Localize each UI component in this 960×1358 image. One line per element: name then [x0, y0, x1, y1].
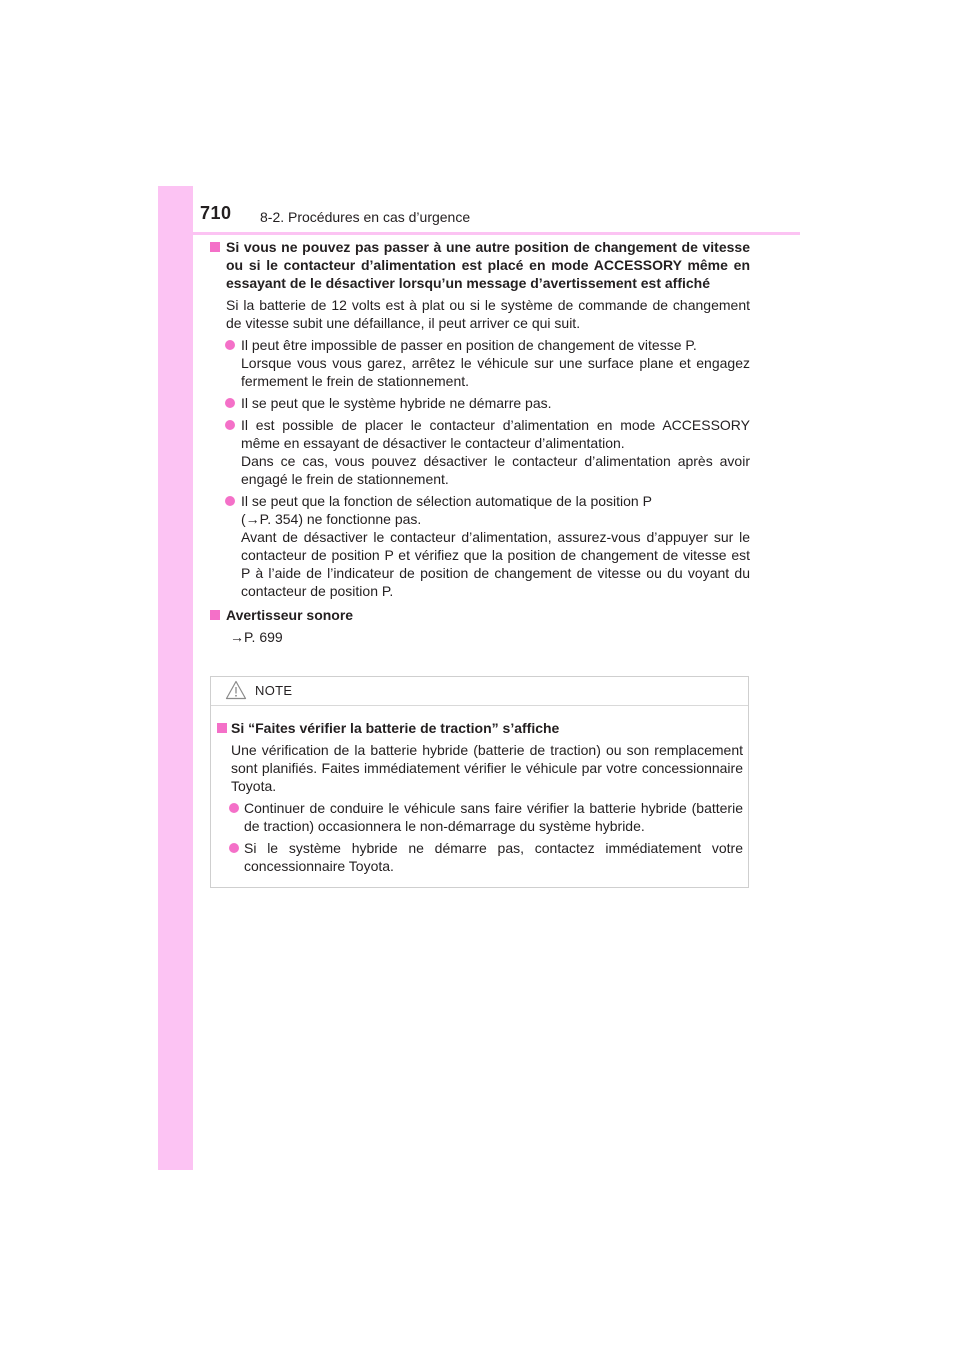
section-heading-horn: Avertisseur sonore [210, 606, 750, 624]
note-heading: Si “Faites vérifier la batterie de traction” s’affiche [217, 719, 743, 737]
page-header [200, 203, 800, 233]
square-bullet-icon [210, 610, 220, 620]
page-reference-link[interactable]: (→P. 354) ne fonctionne pas. [241, 511, 422, 527]
list-item: Il se peut que le système hybride ne démarre pas. [210, 394, 750, 412]
list-item: Il se peut que la fonction de sélection automatique de la position P (→P. 354) ne fonctionne pas. Avant de désactiver le contacteur d’alimentation, assurez-vous d’appuyer sur le contacteur de position P et vérifiez que la position de changement de vitesse est P à l’aide de l’indicateur de position de changement de vitesse ou du voyant du contacteur de position P. [210, 492, 750, 600]
side-tab-band [158, 186, 193, 1170]
header-rule [193, 232, 800, 235]
warning-triangle-icon [225, 680, 247, 700]
note-box [210, 676, 749, 888]
circle-bullet-icon [225, 496, 235, 506]
circle-bullet-icon [225, 340, 235, 350]
page-number: 710 [200, 203, 232, 223]
note-header [211, 677, 748, 706]
note-title: NOTE [255, 683, 293, 698]
list-item: Il est possible de placer le contacteur d’alimentation en mode ACCESSORY même en essayant de désactiver le contacteur d’alimentation. Dans ce cas, vous pouvez désactiver le contacteur d’alimentation après avoir engagé le frein de stationnement. [210, 416, 750, 488]
section-title: 8-2. Procédures en cas d’urgence [260, 209, 471, 225]
main-content [210, 238, 750, 646]
circle-bullet-icon [225, 398, 235, 408]
square-bullet-icon [217, 723, 227, 733]
circle-bullet-icon [225, 420, 235, 430]
note-intro: Une vérification de la batterie hybride (batterie de traction) ou son remplacement sont planifiés. Faites immédiatement vérifier le véhicule par votre concessionnaire Toyota. [231, 742, 743, 794]
square-bullet-icon [210, 242, 220, 252]
page-reference-link[interactable]: →P. 699 [230, 629, 283, 645]
note-body [217, 719, 743, 875]
list-item: Si le système hybride ne démarre pas, contactez immédiatement votre concessionnaire Toyota. [217, 839, 743, 875]
list-item: Continuer de conduire le véhicule sans faire vérifier la batterie hybride (batterie de traction) occasionnera le non-démarrage du système hybride. [217, 799, 743, 835]
circle-bullet-icon [229, 843, 239, 853]
list-item: Il peut être impossible de passer en position de changement de vitesse P. Lorsque vous vous garez, arrêtez le véhicule sur une surface plane et engagez fermement le frein de stationnement. [210, 336, 750, 390]
section-heading-shift: Si vous ne pouvez pas passer à une autre position de changement de vitesse ou si le contacteur d’alimentation est placé en mode ACCESSORY même en essayant de le désactiver lorsqu’un message d’avertissement est affiché [210, 238, 750, 292]
intro-paragraph: Si la batterie de 12 volts est à plat ou si le système de commande de changement de vitesse subit une défaillance, il peut arriver ce qui suit. [226, 297, 750, 331]
circle-bullet-icon [229, 803, 239, 813]
